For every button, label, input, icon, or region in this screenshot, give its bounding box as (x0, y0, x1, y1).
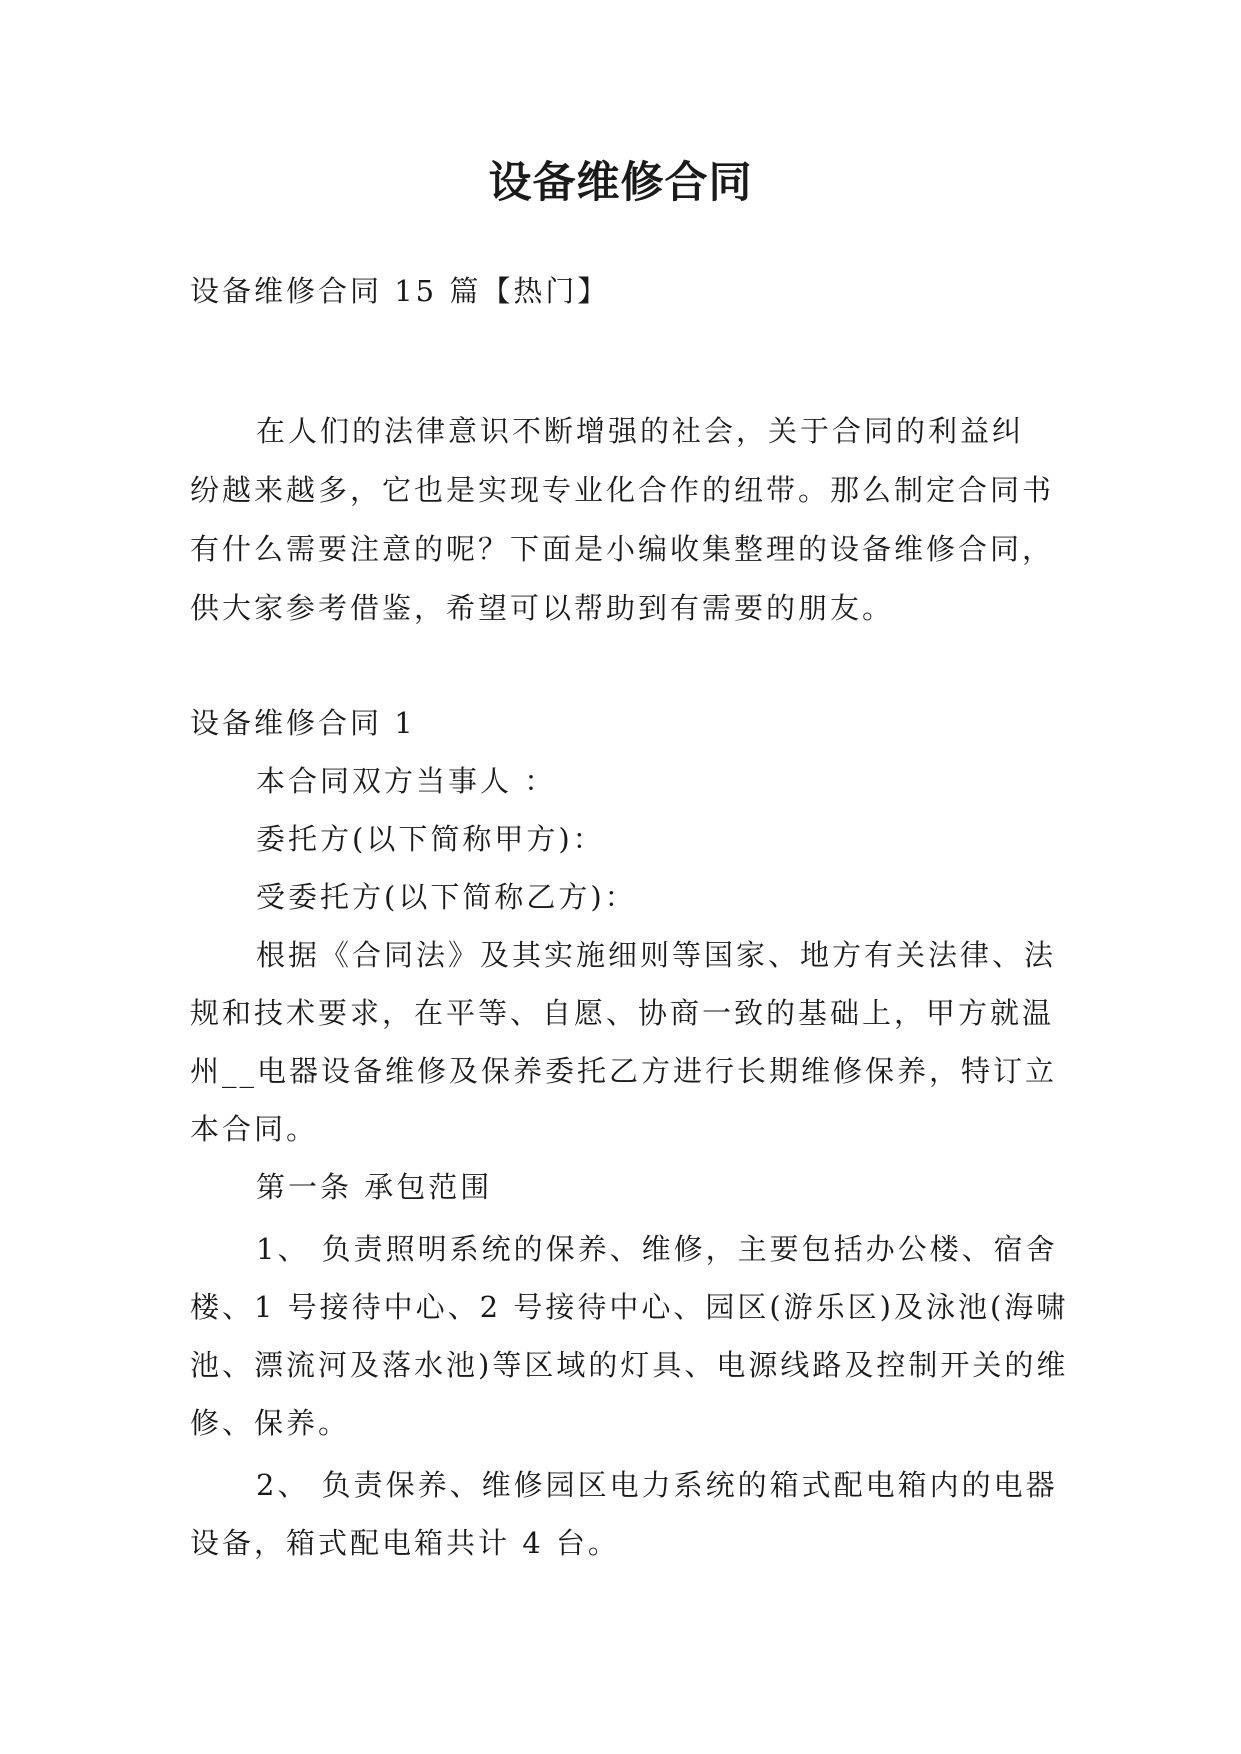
clause-1-paragraph: 1、 负责照明系统的保养、维修，主要包括办公楼、宿舍楼、1 号接待中心、2 号接待中心、园区(游乐区)及泳池(海啸池、漂流河及落水池)等区域的灯具、电源线路及控制开关的维修、保养。 (190, 1232, 1069, 1440)
party-b-line: 受委托方(以下简称乙方)： (256, 880, 637, 914)
parties-line: 本合同双方当事人 ： (256, 764, 557, 798)
preamble-paragraph: 根据《合同法》及其实施细则等国家、地方有关法律、法规和技术要求，在平等、自愿、协商一致的基础上，甲方就温州__电器设备维修及保养委托乙方进行长期维修保养，特订立本合同。 (190, 938, 1058, 1146)
document-subtitle: 设备维修合同 15 篇【热门】 (190, 274, 610, 308)
contract-body (190, 752, 1070, 1572)
clause-2-paragraph: 2、 负责保养、维修园区电力系统的箱式配电箱内的电器设备，箱式配电箱共计 4 台。 (190, 1468, 1058, 1560)
document-title: 设备维修合同 (488, 158, 753, 208)
section-heading: 设备维修合同 1 (190, 706, 416, 740)
intro-paragraph: 在人们的法律意识不断增强的社会，关于合同的利益纠纷越来越多，它也是实现专业化合作的纽带。那么制定合同书有什么需要注意的呢？下面是小编收集整理的设备维修合同，供大家参考借鉴，希望可以帮助到有需要的朋友。 (190, 414, 1055, 625)
article-1-heading: 第一条 承包范围 (256, 1170, 493, 1204)
party-a-line: 委托方(以下简称甲方)： (256, 822, 605, 856)
